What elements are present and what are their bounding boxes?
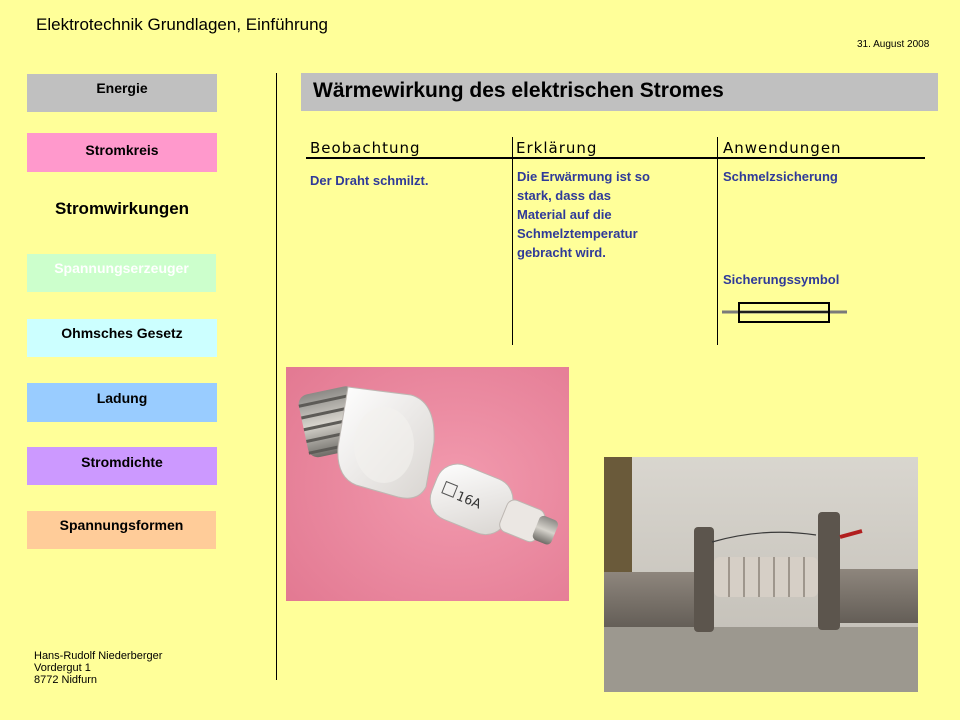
wire-photo — [604, 457, 918, 692]
column-header-anwendungen: Anwendungen — [723, 139, 842, 157]
nav-button-energie[interactable]: Energie — [27, 74, 217, 112]
cell-beobachtung: Der Draht schmilzt. — [310, 173, 429, 188]
author-street: Vordergut 1 — [34, 662, 91, 674]
fuse-rating-label: 16A — [453, 489, 484, 513]
column-header-erklaerung: Erklärung — [516, 139, 598, 157]
nav-current-section: Stromwirkungen — [54, 199, 190, 218]
fuse-symbol-icon — [722, 298, 852, 328]
author-city: 8772 Nidfurn — [34, 674, 97, 686]
nav-button-stromdichte[interactable]: Stromdichte — [27, 447, 217, 485]
erklaerung-line: gebracht wird. — [517, 245, 606, 260]
nav-button-spannungserzeuger[interactable]: Spannungserzeuger — [27, 254, 216, 292]
nav-button-ohmsches-gesetz[interactable]: Ohmsches Gesetz — [27, 319, 217, 357]
erklaerung-line: Schmelztemperatur — [517, 226, 638, 241]
sidebar-divider — [276, 73, 277, 680]
presentation-title: Elektrotechnik Grundlagen, Einführung — [36, 15, 329, 34]
author-footer — [34, 650, 162, 686]
nav-button-ladung[interactable]: Ladung — [27, 383, 217, 422]
column-divider — [717, 137, 718, 345]
nav-button-spannungsformen[interactable]: Spannungsformen — [27, 511, 216, 549]
table-header-rule — [306, 157, 925, 159]
fuse-photo — [286, 367, 569, 601]
erklaerung-line: Die Erwärmung ist so — [517, 169, 650, 184]
erklaerung-line: stark, dass das — [517, 188, 611, 203]
slide-title: Wärmewirkung des elektrischen Stromes — [313, 79, 724, 102]
column-header-beobachtung: Beobachtung — [310, 139, 421, 157]
column-divider — [512, 137, 513, 345]
nav-button-stromkreis[interactable]: Stromkreis — [27, 133, 217, 172]
author-name: Hans-Rudolf Niederberger — [34, 650, 163, 662]
cell-erklaerung — [517, 167, 697, 262]
presentation-date: 31. August 2008 — [857, 39, 930, 50]
erklaerung-line: Material auf die — [517, 207, 612, 222]
cell-anwendung-sicherungssymbol: Sicherungssymbol — [723, 272, 840, 287]
cell-anwendung-schmelzsicherung: Schmelzsicherung — [723, 169, 838, 184]
